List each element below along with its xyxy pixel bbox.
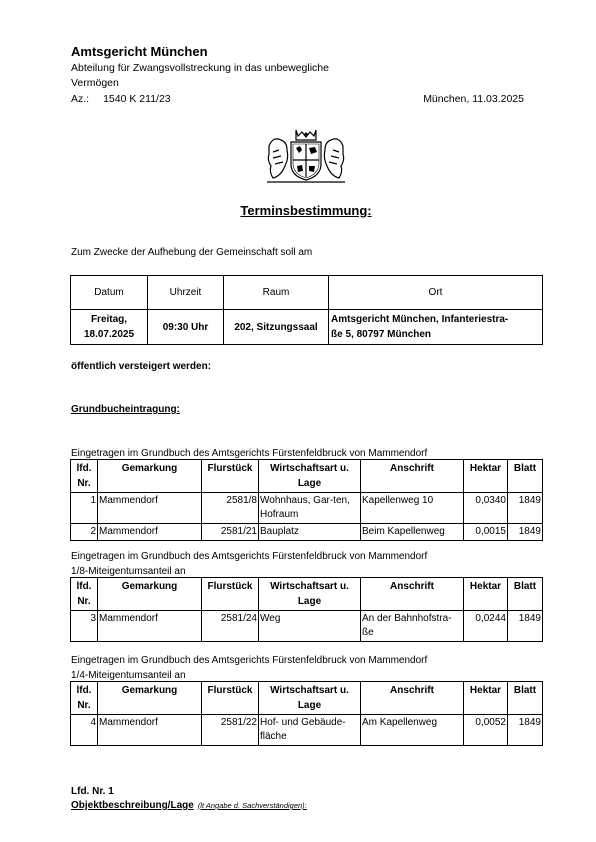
cell-wirtschaftsart: Bauplatz [259,524,361,541]
az-number: 1540 K 211/23 [103,93,171,105]
share-text: 1/4-Miteigentumsanteil an [71,670,186,681]
date-weekday: Freitag, [90,314,128,325]
appointment-time: 09:30 Uhr [148,310,224,345]
object-description-note: (lt Angabe d. Sachverständigen): [197,801,307,810]
cell-anschrift: Kapellenweg 10 [361,493,464,524]
table-row [71,524,543,541]
register-caption: Eingetragen im Grundbuch des Amtsgerichts Fürstenfeldbruck von Mammendorf [71,448,428,459]
col-wirtschaftsart: Wirtschaftsart u. Lage [259,460,361,493]
cell-wirtschaftsart: Hof- und Gebäude-fläche [259,715,361,746]
cell-hektar: 0,0244 [464,611,508,642]
register-caption [71,549,427,579]
cell-gemarkung: Mammendorf [98,524,202,541]
az-label: Az.: [71,93,90,105]
col-blatt: Blatt [508,682,543,715]
col-nr: lfd. Nr. [71,682,98,715]
cell-blatt: 1849 [508,524,543,541]
col-nr: lfd. Nr. [71,578,98,611]
col-blatt: Blatt [508,460,543,493]
share-text: 1/8-Miteigentumsanteil an [71,566,186,577]
appointment-table [70,275,543,345]
cell-gemarkung: Mammendorf [98,715,202,746]
col-anschrift: Anschrift [361,460,464,493]
register-caption-text: Eingetragen im Grundbuch des Amtsgerichts Fürstenfeldbruck von Mammendorf [71,551,428,562]
land-table [70,459,543,541]
department: Abteilung für Zwangsvollstreckung in das unbewegliche Vermögen [71,62,329,89]
object-description-heading [71,800,307,811]
cell-anschrift: Beim Kapellenweg [361,524,464,541]
case-number [71,93,171,105]
location-line-2: ße 5, 80797 München [331,329,432,340]
col-wirtschaftsart: Wirtschaftsart u. Lage [259,682,361,715]
cell-nr: 1 [71,493,98,524]
appointment-date [71,310,148,345]
col-anschrift: Anschrift [361,682,464,715]
cell-anschrift: Am Kapellenweg [361,715,464,746]
cell-wirtschaftsart: Wohnhaus, Gar-ten, Hofraum [259,493,361,524]
header-ort: Ort [329,276,543,310]
page-title: Terminsbestimmung: [240,203,372,218]
col-nr: lfd. Nr. [71,460,98,493]
col-wirtschaftsart: Wirtschaftsart u. Lage [259,578,361,611]
col-flurstueck: Flurstück [202,682,259,715]
col-hektar: Hektar [464,460,508,493]
cell-flurstueck: 2581/21 [202,524,259,541]
col-hektar: Hektar [464,578,508,611]
land-table [70,681,543,746]
intro-text: Zum Zwecke der Aufhebung der Gemeinschaft soll am [71,247,313,258]
coat-of-arms-icon [263,126,349,184]
land-table [70,577,543,642]
cell-blatt: 1849 [508,715,543,746]
cell-anschrift: An der Bahnhofstra-ße [361,611,464,642]
place-date: München, 11.03.2025 [423,93,524,105]
cell-flurstueck: 2581/8 [202,493,259,524]
cell-nr: 3 [71,611,98,642]
auction-statement: öffentlich versteigert werden: [71,361,212,372]
cell-flurstueck: 2581/24 [202,611,259,642]
col-blatt: Blatt [508,578,543,611]
table-row [71,611,543,642]
appointment-location [329,310,543,345]
col-anschrift: Anschrift [361,578,464,611]
date-value: 18.07.2025 [83,329,135,340]
col-hektar: Hektar [464,682,508,715]
cell-flurstueck: 2581/22 [202,715,259,746]
court-name: Amtsgericht München [71,44,208,59]
cell-blatt: 1849 [508,493,543,524]
appointment-room: 202, Sitzungssaal [224,310,329,345]
header-raum: Raum [224,276,329,310]
table-row [71,493,543,524]
register-caption-text: Eingetragen im Grundbuch des Amtsgerichts Fürstenfeldbruck von Mammendorf [71,655,428,666]
col-gemarkung: Gemarkung [98,578,202,611]
cell-hektar: 0,0015 [464,524,508,541]
cell-nr: 4 [71,715,98,746]
object-description-label: Objektbeschreibung/Lage [71,800,194,811]
header-datum: Datum [71,276,148,310]
col-gemarkung: Gemarkung [98,460,202,493]
col-flurstueck: Flurstück [202,578,259,611]
cell-gemarkung: Mammendorf [98,493,202,524]
col-flurstueck: Flurstück [202,460,259,493]
register-caption [71,653,427,683]
cell-blatt: 1849 [508,611,543,642]
cell-hektar: 0,0052 [464,715,508,746]
cell-nr: 2 [71,524,98,541]
table-row [71,715,543,746]
location-line-1: Amtsgericht München, Infanteriestra- [331,314,509,325]
cell-wirtschaftsart: Weg [259,611,361,642]
header-uhrzeit: Uhrzeit [148,276,224,310]
land-register-heading: Grundbucheintragung: [71,404,180,415]
cell-hektar: 0,0340 [464,493,508,524]
col-gemarkung: Gemarkung [98,682,202,715]
lfd-nr-heading: Lfd. Nr. 1 [71,786,114,797]
cell-gemarkung: Mammendorf [98,611,202,642]
